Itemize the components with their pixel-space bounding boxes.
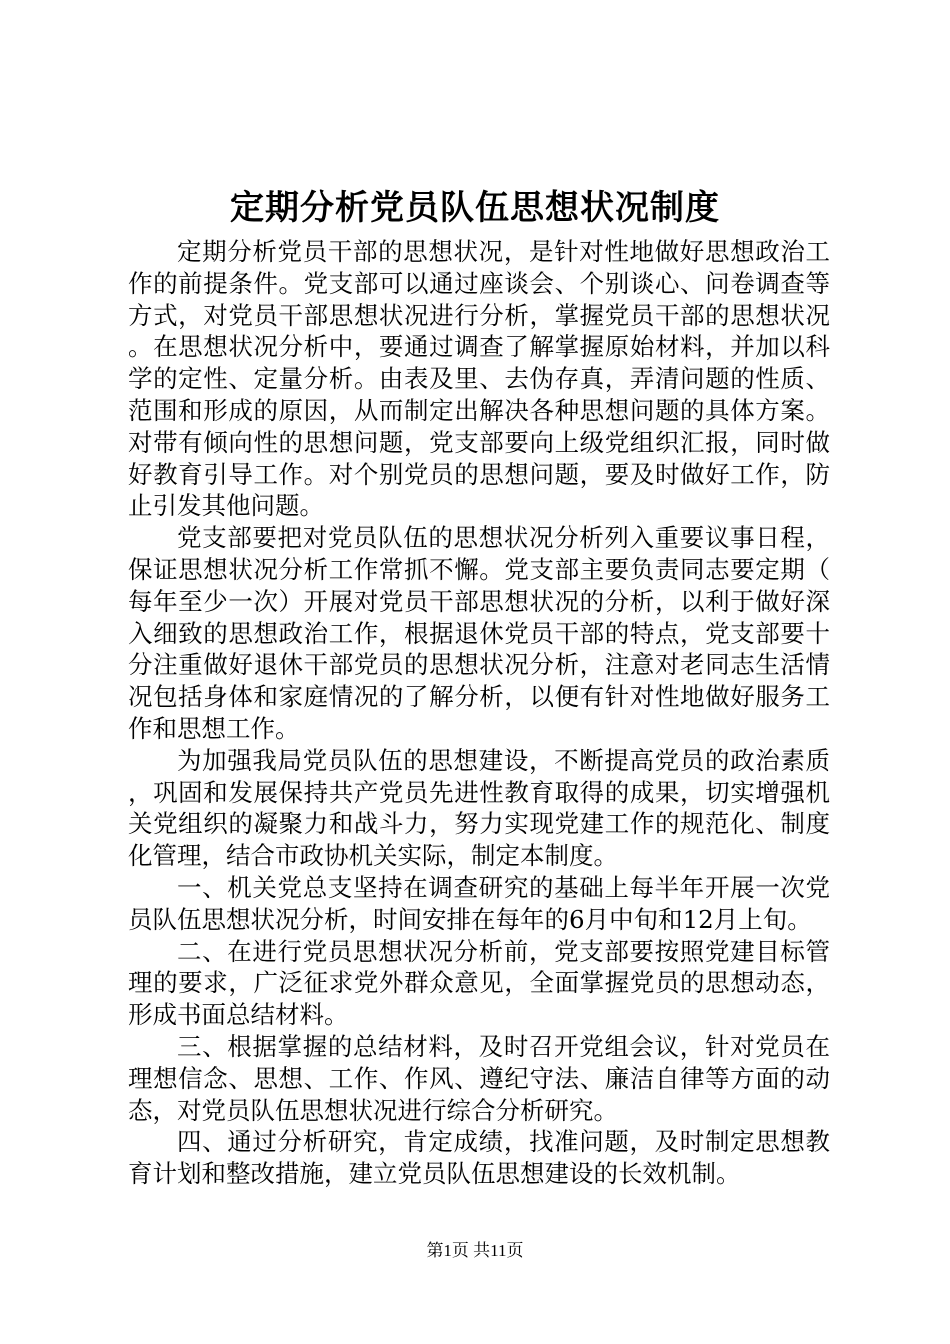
paragraph-5: 二、在进行党员思想状况分析前，党支部要按照党建目标管理的要求，广泛征求党外群众意见，全面掌握党员的思想动态，形成书面总结材料。 bbox=[128, 936, 830, 1030]
paragraph-7: 四、通过分析研究，肯定成绩，找准问题，及时制定思想教育计划和整改措施，建立党员队伍思想建设的长效机制。 bbox=[128, 1127, 830, 1189]
paragraph-4: 一、机关党总支坚持在调查研究的基础上每半年开展一次党员队伍思想状况分析，时间安排在每年的6月中旬和12月上旬。 bbox=[128, 872, 830, 934]
document-title: 定期分析党员队伍思想状况制度 bbox=[230, 188, 720, 228]
page-number-footer: 第1页 共11页 bbox=[426, 1241, 524, 1260]
paragraph-6: 三、根据掌握的总结材料，及时召开党组会议，针对党员在理想信念、思想、工作、作风、遵纪守法、廉洁自律等方面的动态，对党员队伍思想状况进行综合分析研究。 bbox=[128, 1031, 830, 1125]
document-body bbox=[128, 236, 830, 1190]
paragraph-2: 党支部要把对党员队伍的思想状况分析列入重要议事日程，保证思想状况分析工作常抓不懈。党支部主要负责同志要定期（每年至少一次）开展对党员干部思想状况的分析，以利于做好深入细致的思想政治工作，根据退休党员干部的特点，党支部要十分注重做好退休干部党员的思想状况分析，注意对老同志生活情况包括身体和家庭情况的了解分析，以便有针对性地做好服务工作和思想工作。 bbox=[128, 523, 830, 743]
paragraph-3: 为加强我局党员队伍的思想建设，不断提高党员的政治素质，巩固和发展保持共产党员先进性教育取得的成果，切实增强机关党组织的凝聚力和战斗力，努力实现党建工作的规范化、制度化管理，结合市政协机关实际，制定本制度。 bbox=[128, 745, 830, 871]
paragraph-1: 定期分析党员干部的思想状况，是针对性地做好思想政治工作的前提条件。党支部可以通过座谈会、个别谈心、问卷调查等方式，对党员干部思想状况进行分析，掌握党员干部的思想状况。在思想状况分析中，要通过调查了解掌握原始材料，并加以科学的定性、定量分析。由表及里、去伪存真，弄清问题的性质、范围和形成的原因，从而制定出解决各种思想问题的具体方案。对带有倾向性的思想问题，党支部要向上级党组织汇报，同时做好教育引导工作。对个别党员的思想问题，要及时做好工作，防止引发其他问题。 bbox=[128, 237, 830, 521]
